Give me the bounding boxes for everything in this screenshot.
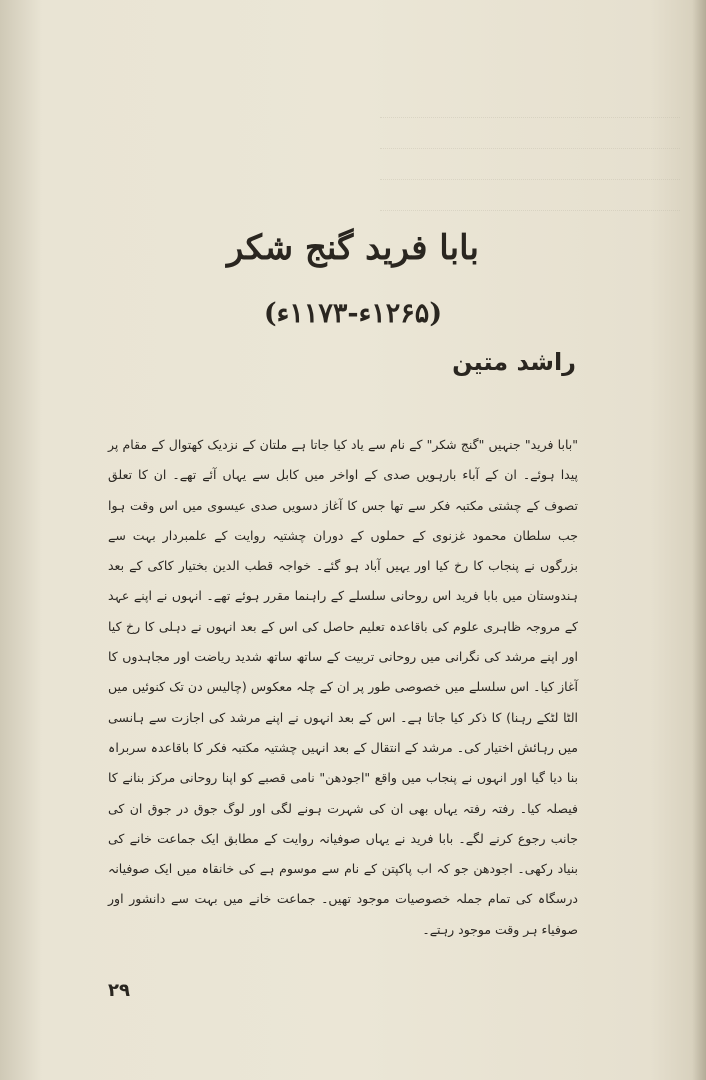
faded-show-through [380, 95, 680, 235]
author-name: راشد متین [452, 348, 576, 376]
chapter-title: بابا فرید گنج شکر [227, 228, 479, 268]
page-edge-shadow [692, 0, 706, 1080]
page-number: ۲۹ [108, 980, 130, 1001]
body-paragraph: "بابا فرید" جنہیں "گنج شکر" کے نام سے یاد کیا جاتا ہے ملتان کے نزدیک کھتوال کے مقام پر پیدا ہوئے۔ ان کے آباء بارہویں صدی کے اواخر میں کابل سے یہاں آئے تھے۔ ان کا تعلق تصوف کے چشتی مکتبہ فکر سے تھا جس کا آغاز دسویں صدی عیسوی میں اس وقت ہوا جب سلطان محمود غزنوی کے حملوں کے دوران چشتیہ روایت کے علمبردار بہت سے بزرگوں نے پنجاب کا رخ کیا اور یہیں آباد ہو گئے۔ خواجہ قطب الدین بختیار کاکی کے بعد ہندوستان میں بابا فرید اس روحانی سلسلے کے راہنما مقرر ہوئے تھے۔ انہوں نے اپنے عہد کے مروجہ ظاہری علوم کی باقاعدہ تعلیم حاصل کی اس کے بعد انہوں نے دہلی کا رخ کیا اور اپنے مرشد کی نگرانی میں روحانی تربیت کے ساتھ ساتھ شدید ریاضت اور مجاہدوں کا آغاز کیا۔ اس سلسلے میں خصوصی طور پر ان کے چلہ معکوس (چالیس دن تک کنوئیں میں الٹا لٹکے رہنا) کا ذکر کیا جاتا ہے۔ اس کے بعد انہوں نے اپنے مرشد کی اجازت سے ہانسی میں رہائش اختیار کی۔ مرشد کے انتقال کے بعد انہیں چشتیہ مکتبہ فکر کا باقاعدہ سربراہ بنا دیا گیا اور انہوں نے پنجاب میں واقع "اجودھن" نامی قصبے کو اپنا روحانی مرکز بنانے کا فیصلہ کیا۔ رفتہ رفتہ یہاں بھی ان کی شہرت ہونے لگی اور لوگ جوق در جوق ان کی جانب رجوع کرنے لگے۔ بابا فرید نے یہاں صوفیانہ روایت کے مطابق ایک جماعت خانے کی بنیاد رکھی۔ اجودھن جو کہ اب پاکپتن کے نام سے موسوم ہے کی خانقاہ میں ایک صوفیانہ درسگاہ کی تمام جملہ خصوصیات موجود تھیں۔ جماعت خانے میں بہت سے دانشور اور صوفیاء ہر وقت موجود رہتے۔ [108, 437, 578, 937]
chapter-years: (۱۲۶۵ء-۱۱۷۳ء) [263, 298, 443, 329]
